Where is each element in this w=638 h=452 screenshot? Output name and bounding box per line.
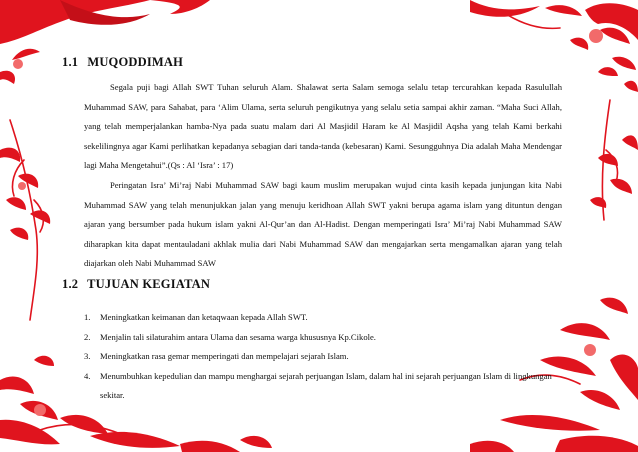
section-heading-muqoddimah bbox=[62, 55, 183, 70]
list-item bbox=[84, 308, 554, 328]
list-item bbox=[84, 367, 554, 406]
list-number: 4. bbox=[84, 370, 91, 381]
list-number: 3. bbox=[84, 351, 91, 362]
list-item-text: Meningkatkan rasa gemar memperingati dan mempelajari sejarah Islam. bbox=[100, 351, 349, 362]
paragraph-text: Segala puji bagi Allah SWT Tuhan seluruh Alam. Shalawat serta Salam semoga selalu tetap tercurahkan kepada Rasulullah Muhammad SAW, para Sahabat, para ‘Alim Ulama, serta seluruh pengikutnya yang selalu setia sampai akhir zaman. “Maha Suci Allah, yang telah memperjalankan hamba-Nya pada suatu malam dari Al Masjidil Haram ke Al Masjidil Aqsha yang telah Kami berkahi sekelilingnya agar Kami perlihatkan kepadanya sebagian dari tanda-tanda (kebesaran) Kami. Sesungguhnya Dia adalah Maha Mendengar lagi Maha Mengetahui”.(Qs : Al ‘Isra’ : 17) bbox=[84, 82, 562, 171]
section-number: 1.2 bbox=[62, 277, 79, 291]
objectives-list bbox=[84, 308, 554, 406]
list-item-text: Meningkatkan keimanan dan ketaqwaan kepada Allah SWT. bbox=[100, 312, 308, 322]
list-item-text: Menjalin tali silaturahim antara Ulama dan sesama warga khususnya Kp.Cikole. bbox=[100, 331, 376, 342]
list-number: 2. bbox=[84, 331, 91, 342]
section-heading-tujuan bbox=[62, 277, 210, 292]
list-item-text: Menumbuhkan kepedulian dan mampu menghargai sejarah perjuangan Islam, dalam hal ini sejarah perjuangan Islam di lingkungan sekitar. bbox=[100, 370, 552, 401]
section-title: MUQODDIMAH bbox=[87, 55, 184, 69]
paragraph bbox=[84, 78, 562, 176]
section-number: 1.1 bbox=[62, 55, 79, 69]
section-title: TUJUAN KEGIATAN bbox=[87, 277, 211, 291]
list-item bbox=[84, 328, 554, 348]
list-number: 1. bbox=[84, 312, 91, 322]
paragraph bbox=[84, 176, 562, 274]
list-item bbox=[84, 347, 554, 367]
paragraph-text: Peringatan Isra’ Mi’raj Nabi Muhammad SAW bagi kaum muslim merupakan wujud cinta kasih kepada junjungan kita Nabi Muhammad SAW yang telah menunjukkan jalan yang menuju keridhoan Allah SWT yakni berupa agama islam yang dituntun dengan ajaran yang bersumber pada hukum islam yakni Al-Qur’an dan Al-Hadist. Dengan memperingati Isra’ Mi’raj Nabi Muhammad SAW diharapkan kita dapat mentauladani akhlak mulia dari Nabi Muhammad SAW dan mengajarkan serta mengamalkan ajaran yang telah diajarkan oleh Nabi Muhammad SAW bbox=[84, 180, 562, 269]
